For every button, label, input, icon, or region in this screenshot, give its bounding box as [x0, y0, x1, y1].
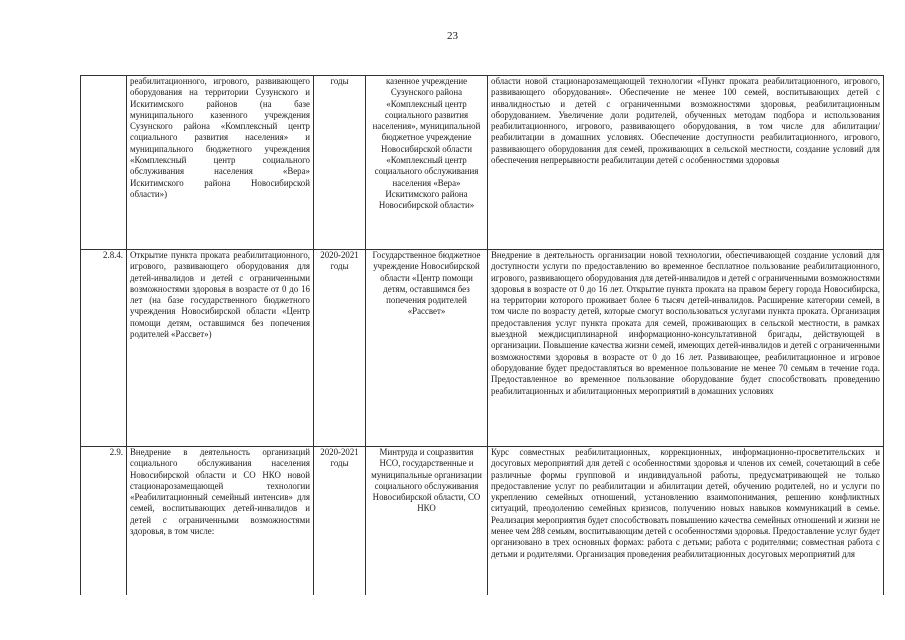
period-cell: годы [314, 76, 366, 250]
program-activities-table [80, 75, 884, 595]
executor-cell: Государственное бюджетное учреждение Новосибирской области «Центр помощи детям, оставшимся без попечения родителей «Рассвет» [366, 250, 488, 447]
item-number-cell [81, 76, 127, 250]
executor-cell: Минтруда и соцразвития НСО, государственные и муниципальные организации социального обслуживания Новосибирской области, СО НКО [366, 447, 488, 596]
activity-name-cell: Открытие пункта проката реабилитационного, игрового, развивающего оборудования для детей-инвалидов и детей с ограниченными возможностями здоровья в возрасте от 0 до 16 лет (на базе государственного бюджетного учреждения Новосибирской области «Центр помощи детям, оставшимся без попечения родителей «Рассвет») [127, 250, 314, 447]
item-number-cell: 2.8.4. [81, 250, 127, 447]
period-cell: 2020-2021 годы [314, 447, 366, 596]
activity-name-cell: реабилитационного, игрового, развивающего оборудования на территории Сузунского и Искитимского районов (на базе муниципального казенного учреждения Сузунского района «Комплексный центр социального развития населения» и муниципального бюджетного учреждения «Комплексный центр социального обслуживания населения «Вера» Искитимского района Новосибирской области») [127, 76, 314, 250]
period-cell: 2020-2021 годы [314, 250, 366, 447]
activity-name-cell: Внедрение в деятельность организаций социального обслуживания населения Новосибирской области и СО НКО новой стационарозамещающей технологии «Реабилитационный семейный интенсив» для семей, воспитывающих детей-инвалидов и детей с ограниченными возможностями здоровья, в том числе: [127, 447, 314, 596]
expected-result-cell: области новой стационарозамещающей технологии «Пункт проката реабилитационного, игрового, развивающего оборудования». Обеспечение не менее 100 семей, воспитывающих детей с инвалидностью и детей с ограниченными возможностями здоровья, реабилитационным оборудованием. Увеличение доли родителей, обученных методам подбора и использования реабилитационного, игрового, развивающего оборудования, в том числе для абилитации/реабилитации в домашних условиях. Обеспечение доступности реабилитационного, игрового, развивающего оборудования для семей, проживающих в сельской местности, создание условий для обеспечения непрерывности реабилитации детей с особенностями здоровья [488, 76, 884, 250]
table-row [81, 250, 884, 447]
page-number: 23 [447, 30, 458, 42]
executor-cell: казенное учреждение Сузунского района «Комплексный центр социального развития населения», муниципальной бюджетное учреждение Новосибирской области «Комплексный центр социального обслуживания населения «Вера» Искитимского района Новосибирской области» [366, 76, 488, 250]
expected-result-cell: Внедрение в деятельность организации новой технологии, обеспечивающей создание условий для доступности услуги по предоставлению во временное бесплатное пользование реабилитационного, игрового, развивающего оборудования для детей-инвалидов и детей с ограниченными возможностями здоровья в возрасте от 0 до 16 лет. Открытие пункта проката на правом берегу города Новосибирска, на территории которого проживает более 6 тысяч детей-инвалидов. Расширение категории семей, в том числе по возрасту детей, которые смогут воспользоваться услугами пункта проката. Организация предоставления услуг пункта проката для семей, проживающих в сельской местности, в рамках выездной междисциплинарной информационно-консультативной бригады, действующей в организации. Повышение качества жизни семей, имеющих детей-инвалидов и детей с ограниченными возможностями здоровья в возрасте от 0 до 16 лет. Развивающее, реабилитационное и игровое оборудование будет предоставляться во временное пользование не менее 70 семьям в течение года. Предоставленное во временное пользование оборудование будет способствовать проведению реабилитационных и абилитационных мероприятий в домашних условиях [488, 250, 884, 447]
expected-result-cell: Курс совместных реабилитационных, коррекционных, информационно-просветительских и досуговых мероприятий для детей с особенностями здоровья и членов их семей, сочетающий в себе различные формы групповой и индивидуальной работы, предусматривающей не только предоставление услуг по реабилитации и абилитации детей, обучению родителей, но и услуги по укреплению семейных отношений, установлению взаимопонимания, решению конфликтных ситуаций, преодолению семейных кризисов, получению новых навыков коммуникаций в семье. Реализация мероприятия будет способствовать повышению качества семейных отношений и жизни не менее чем 288 семьям, воспитывающим детей с особенностями здоровья. Предоставление услуг будет организовано в трех основных формах: работа с детьми; работа с родителями; совместная работа с детьми и родителями. Организация проведения реабилитационных досуговых мероприятий для [488, 447, 884, 596]
table-row [81, 76, 884, 250]
item-number-cell: 2.9. [81, 447, 127, 596]
table-row [81, 447, 884, 596]
